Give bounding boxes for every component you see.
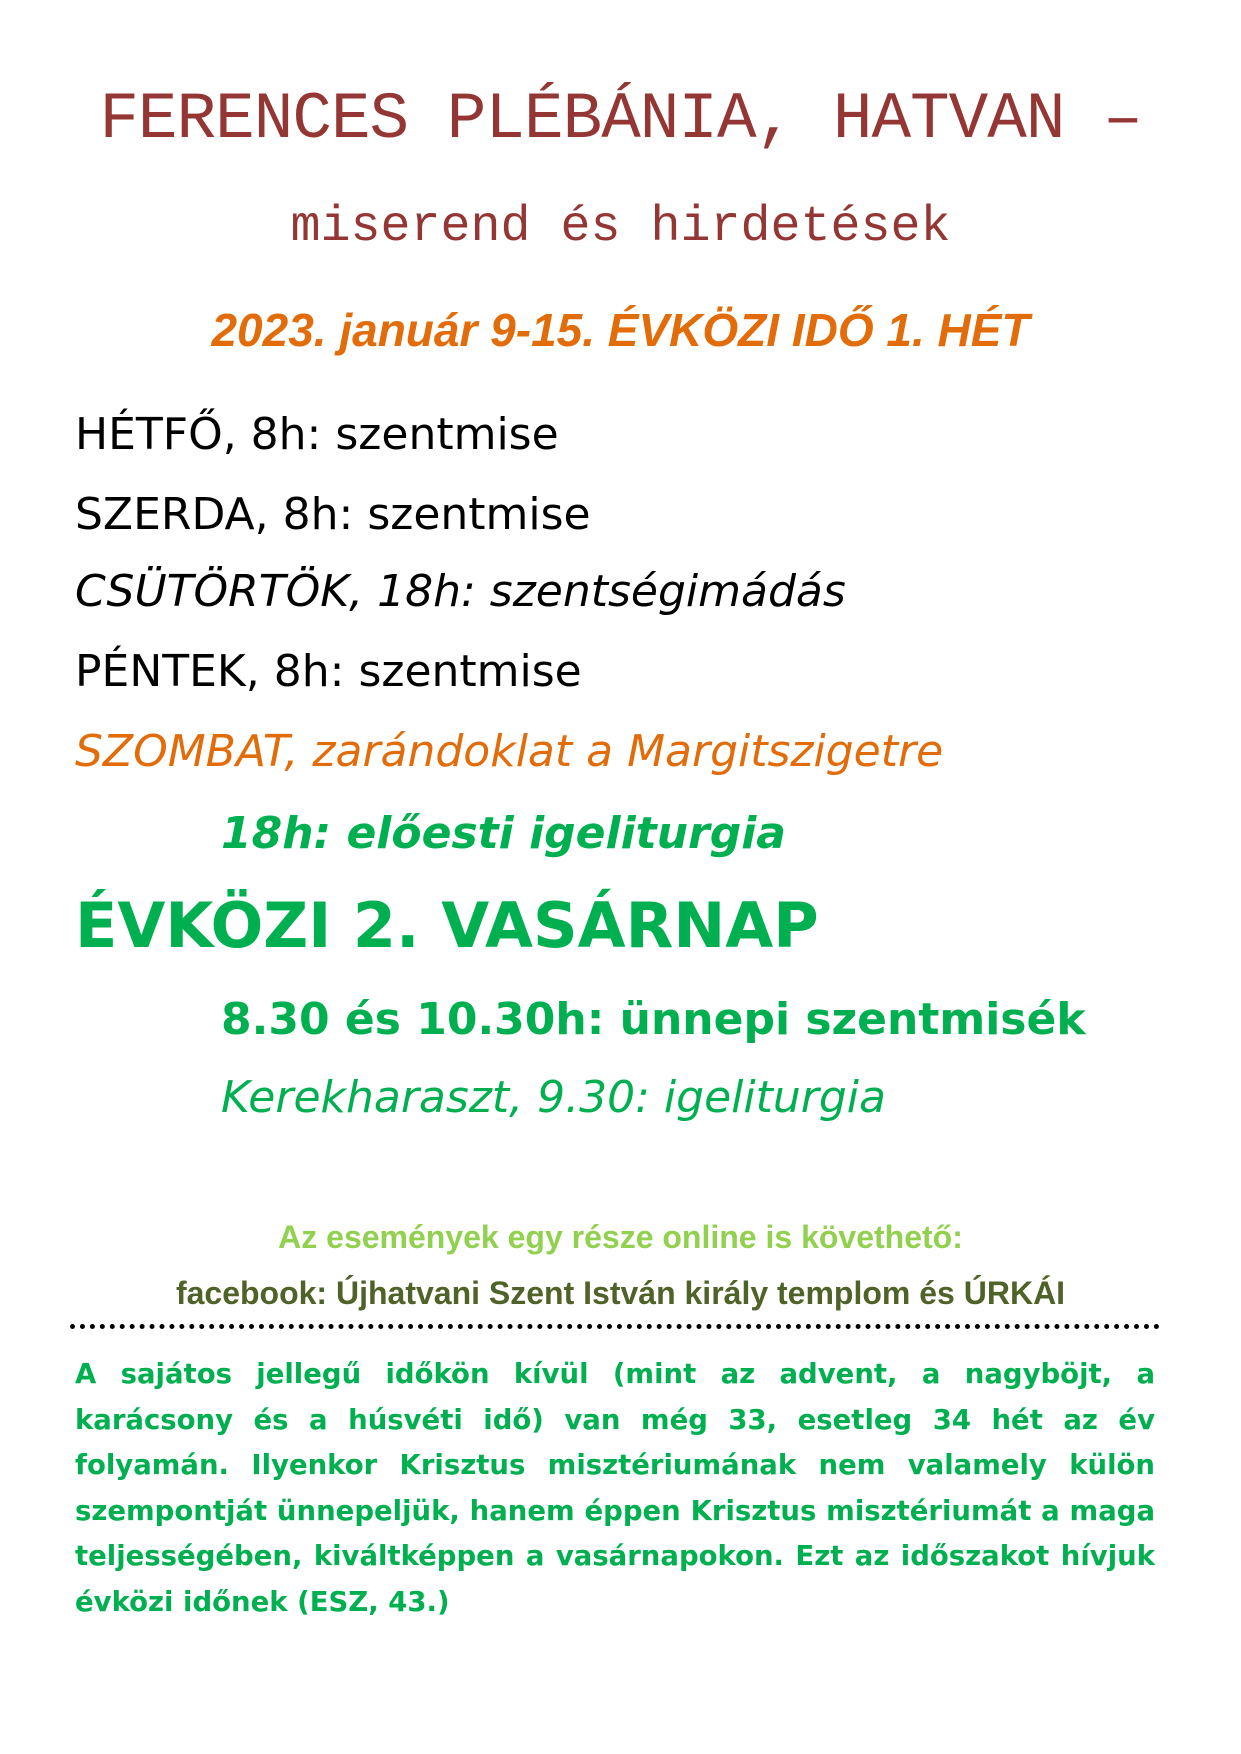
quote-paragraph: A sajátos jellegű időkön kívül (mint az advent, a nagyböjt, a karácsony és a húsvéti idő) van még 33, esetleg 34 hét az év folyamán. Ilyenkor Krisztus misztériumának nem valamely külön szempontját ünnepeljük, hanem éppen Krisztus misztériumát a maga teljességében, kiváltképpen a vasárnapokon. Ezt az időszakot hívjuk évközi időnek (ESZ, 43.) <box>75 1358 1155 1618</box>
week-heading: 2023. január 9-15. ÉVKÖZI IDŐ 1. HÉT <box>211 304 1030 356</box>
online-notice: Az események egy része online is követhető: <box>278 1219 963 1255</box>
sunday-heading: ÉVKÖZI 2. VASÁRNAP <box>75 889 819 962</box>
page-title: FERENCES PLÉBÁNIA, HATVAN – <box>99 82 1142 157</box>
sunday-masses: 8.30 és 10.30h: ünnepi szentmisék <box>221 994 1086 1045</box>
schedule-friday: PÉNTEK, 8h: szentmise <box>75 646 582 697</box>
schedule-monday: HÉTFŐ, 8h: szentmise <box>75 409 559 460</box>
schedule-thursday: CSÜTÖRTÖK, 18h: szentségimádás <box>75 566 846 617</box>
schedule-saturday-evening: 18h: előesti igeliturgia <box>221 808 786 859</box>
kerekharaszt-liturgy: Kerekharaszt, 9.30: igeliturgia <box>221 1072 886 1123</box>
schedule-wednesday: SZERDA, 8h: szentmise <box>75 489 591 540</box>
schedule-saturday: SZOMBAT, zarándoklat a Margitszigetre <box>75 726 944 777</box>
facebook-link-text: facebook: Újhatvani Szent István király templom és ÚRKÁI <box>175 1275 1066 1311</box>
dotted-divider <box>70 1324 1160 1329</box>
page-subtitle: miserend és hirdetések <box>290 199 951 256</box>
